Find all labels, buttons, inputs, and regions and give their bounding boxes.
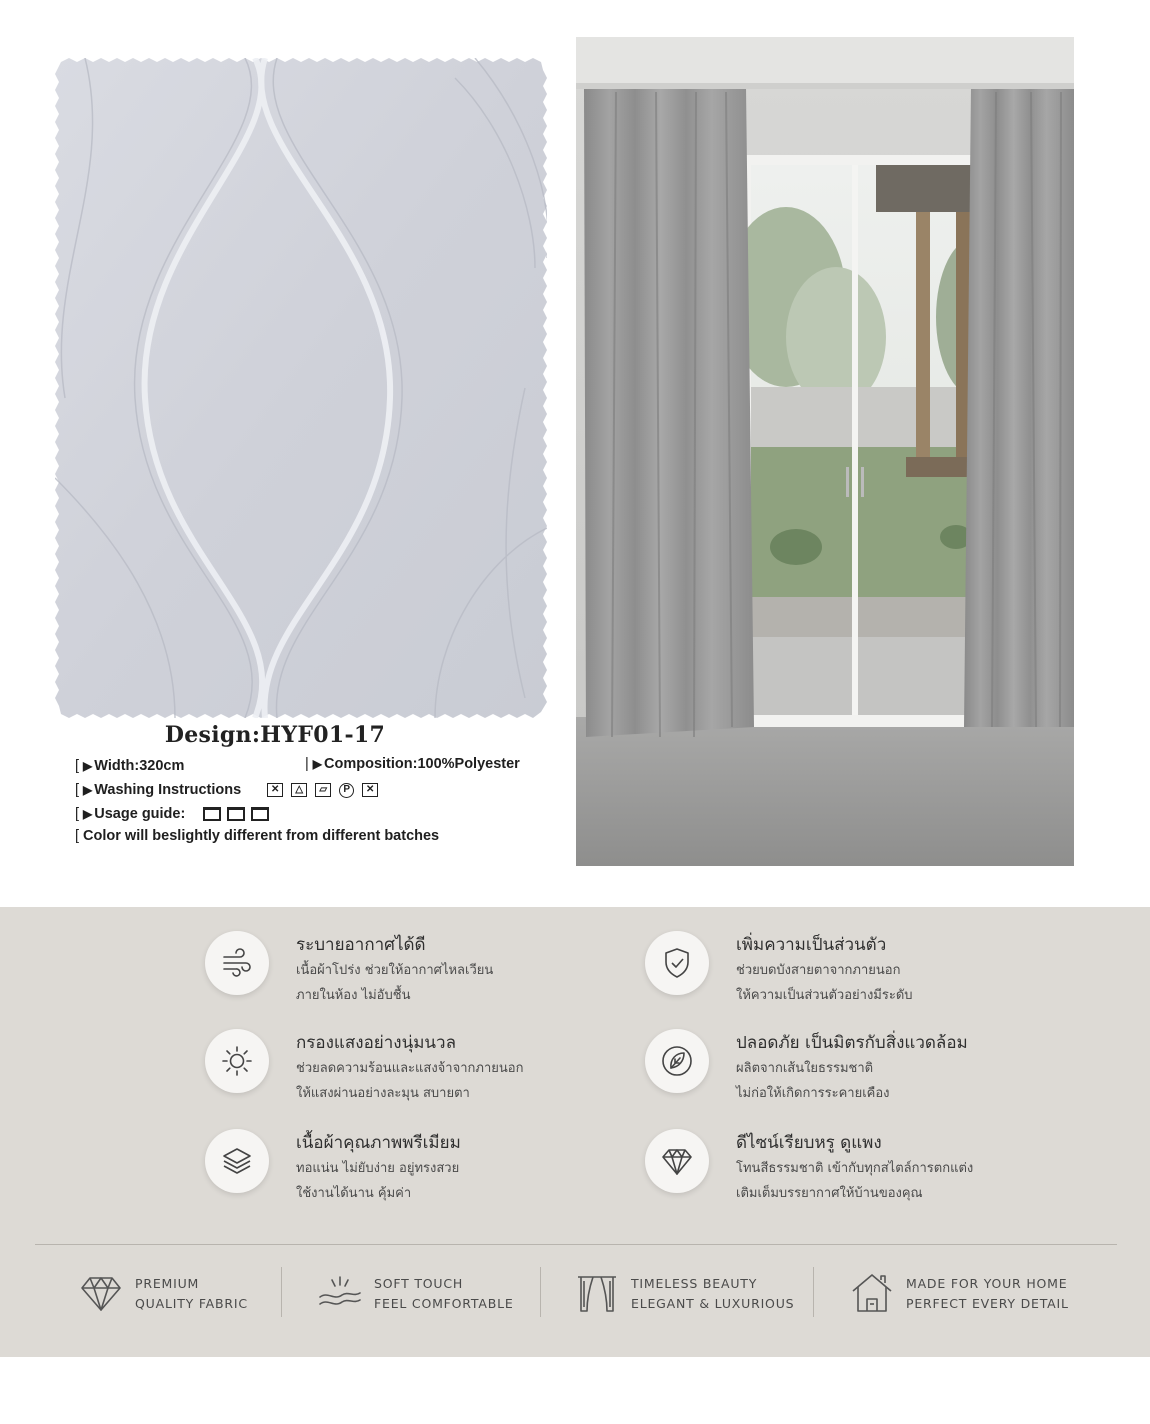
play-marker-icon: ▶ <box>312 757 323 771</box>
feature-icon-circle <box>205 931 269 995</box>
spec-width-row: [ ▶ Width:320cm <box>75 758 185 774</box>
wind-icon <box>220 946 254 980</box>
feature-desc-line1: ทอแน่น ไม่ยับง่าย อยู่ทรงสวย <box>296 1161 460 1176</box>
drape-usage-icon <box>251 807 269 821</box>
no-bleach-icon: △ <box>291 783 307 797</box>
feature-title: เพิ่มความเป็นส่วนตัว <box>736 935 887 955</box>
features-panel <box>0 907 1150 1357</box>
badge-line2: QUALITY FABRIC <box>135 1296 248 1311</box>
feature-luxury-design <box>645 1129 1065 1209</box>
feature-desc-line2: ให้แสงผ่านอย่างละมุน สบายตา <box>296 1086 470 1101</box>
badge-line1: MADE FOR YOUR HOME <box>906 1276 1068 1291</box>
feature-ventilation <box>205 931 625 1011</box>
feature-desc-line2: ไม่ก่อให้เกิดการระคายเคือง <box>736 1086 890 1101</box>
feature-title: ปลอดภัย เป็นมิตรกับสิ่งแวดล้อม <box>736 1033 968 1053</box>
iron-icon: ▱ <box>315 783 331 797</box>
feature-icon-circle <box>645 1029 709 1093</box>
feature-icon-circle <box>205 1129 269 1193</box>
feature-eco-friendly <box>645 1029 1065 1109</box>
play-marker-icon: ▶ <box>83 783 93 797</box>
badge-line1: TIMELESS BEAUTY <box>631 1276 758 1291</box>
feature-desc-line1: เนื้อผ้าโปร่ง ช่วยให้อากาศไหลเวียน <box>296 963 494 978</box>
badge-line1: PREMIUM <box>135 1276 200 1291</box>
diamond-icon <box>660 1144 694 1178</box>
spec-usage-row: [ ▶ Usage guide: <box>75 806 269 822</box>
fabric-swatch-image <box>55 58 547 718</box>
curtain-usage-icon <box>203 807 221 821</box>
feature-desc-line1: โทนสีธรรมชาติ เข้ากับทุกสไตล์การตกแต่ง <box>736 1161 974 1176</box>
window-usage-icon <box>227 807 245 821</box>
spec-washing-row: [ ▶ Washing Instructions ✕ △ ▱ P ✕ <box>75 782 378 798</box>
feature-desc-line1: ผลิตจากเส้นใยธรรมชาติ <box>736 1061 874 1076</box>
no-tumble-dry-icon: ✕ <box>362 783 378 797</box>
leaf-icon <box>660 1044 694 1078</box>
feature-desc-line2: เติมเต็มบรรยากาศให้บ้านของคุณ <box>736 1186 923 1201</box>
feature-title: เนื้อผ้าคุณภาพพรีเมียม <box>296 1133 461 1153</box>
curtain-icon <box>575 1271 619 1315</box>
feature-desc-line1: ช่วยลดความร้อนและแสงจ้าจากภายนอก <box>296 1061 524 1076</box>
feature-desc-line2: ภายในห้อง ไม่อับชื้น <box>296 988 411 1003</box>
spec-width: Width:320cm <box>94 758 185 774</box>
feature-icon-circle <box>645 1129 709 1193</box>
soft-touch-icon <box>318 1271 362 1315</box>
shield-check-icon <box>660 946 694 980</box>
feature-desc-line2: ให้ความเป็นส่วนตัวอย่างมีระดับ <box>736 988 913 1003</box>
badge-line1: SOFT TOUCH <box>374 1276 464 1291</box>
curtain-room-photo <box>576 37 1074 866</box>
dry-clean-icon: P <box>339 783 354 798</box>
feature-privacy <box>645 931 1065 1011</box>
badge-line2: PERFECT EVERY DETAIL <box>906 1296 1069 1311</box>
care-symbols <box>267 783 378 798</box>
spec-composition: Composition:100%Polyester <box>324 756 520 772</box>
feature-icon-circle <box>645 931 709 995</box>
feature-title: ดีไซน์เรียบหรู ดูแพง <box>736 1133 882 1153</box>
spec-usage: Usage guide: <box>94 806 186 822</box>
badge-line2: FEEL COMFORTABLE <box>374 1296 514 1311</box>
badge-line2: ELEGANT & LUXURIOUS <box>631 1296 795 1311</box>
feature-light-filter <box>205 1029 625 1109</box>
usage-symbols <box>203 807 269 821</box>
feature-premium-fabric <box>205 1129 625 1209</box>
feature-title: กรองแสงอย่างนุ่มนวล <box>296 1033 456 1053</box>
spec-note: Color will beslightly different from different batches <box>83 828 440 844</box>
layers-icon <box>220 1144 254 1178</box>
no-wash-icon: ✕ <box>267 783 283 797</box>
feature-desc-line2: ใช้งานได้นาน คุ้มค่า <box>296 1186 412 1201</box>
sun-icon <box>220 1044 254 1078</box>
diamond-icon <box>79 1271 123 1315</box>
spec-composition-row: | ▶ Composition:100%Polyester <box>305 756 520 772</box>
spec-washing: Washing Instructions <box>94 782 242 798</box>
spec-note-row: [ Color will beslightly different from different batches <box>75 828 440 844</box>
panel-divider <box>35 1244 1117 1245</box>
feature-title: ระบายอากาศได้ดี <box>296 935 426 955</box>
play-marker-icon: ▶ <box>83 807 93 821</box>
badge-separator <box>540 1267 541 1317</box>
feature-desc-line1: ช่วยบดบังสายตาจากภายนอก <box>736 963 901 978</box>
design-title: Design:HYF01-17 <box>164 722 386 748</box>
play-marker-icon: ▶ <box>83 759 93 773</box>
badge-separator <box>813 1267 814 1317</box>
home-icon <box>850 1271 894 1315</box>
feature-icon-circle <box>205 1029 269 1093</box>
badge-separator <box>281 1267 282 1317</box>
